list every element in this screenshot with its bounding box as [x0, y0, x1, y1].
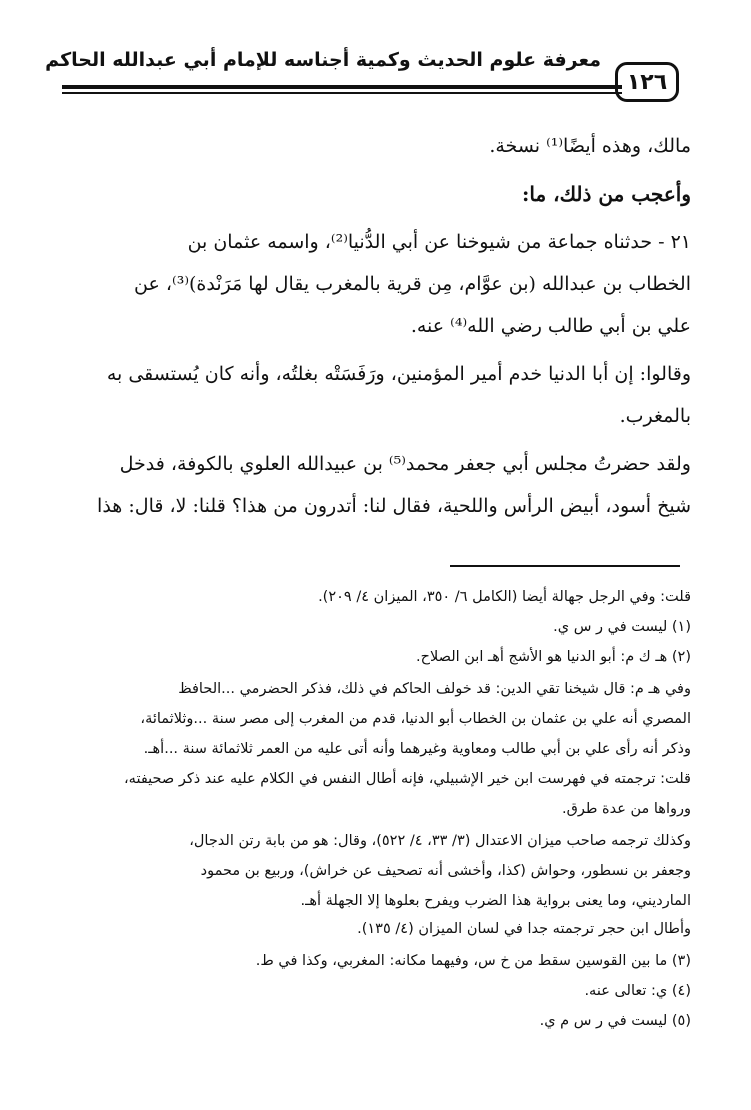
section-heading: وأعجب من ذلك، ما:	[521, 182, 691, 206]
body-line: ٢١ - حدثناه جماعة من شيوخنا عن أبي الدُّنيا⁽²⁾، واسمه عثمان بن	[187, 231, 691, 253]
footnote-line: وفي هـ م: قال شيخنا تقي الدين: قد خولف الحاكم في ذلك، فذكر الحضرمي ...الحافظ	[178, 681, 691, 697]
footnote-line: وأطال ابن حجر ترجمته جدا في لسان الميزان (٤/ ١٣٥).	[357, 921, 691, 937]
footnote-2: (٢) هـ ك م: أبو الدنيا هو الأشج أهـ ابن الصلاح.	[416, 649, 691, 665]
footnote-line: وجعفر بن نسطور، وحواش (كذا، وأخشى أنه تصحيف عن خراش)، وربيع بن محمود	[200, 863, 691, 879]
footnote-line: وذكر أنه رأى علي بن أبي طالب ومعاوية وغيرهما وأنه أتى عليه من العمر ثلاثمائة سنة ...أهـ.	[143, 741, 691, 757]
body-line: ولقد حضرتُ مجلس أبي جعفر محمد⁽⁵⁾ بن عبيدالله العلوي بالكوفة، فدخل	[119, 453, 691, 475]
page-number: ١٢٦	[615, 62, 679, 102]
body-line: علي بن أبي طالب رضي الله⁽⁴⁾ عنه.	[410, 315, 691, 337]
body-line: وقالوا: إن أبا الدنيا خدم أمير المؤمنين، ورَفَسَتْه بغلتُه، وأنه كان يُستسقى به	[106, 363, 691, 385]
footnote-1: (١) ليست في ر س ي.	[553, 619, 691, 635]
footnote-line: وكذلك ترجمه صاحب ميزان الاعتدال (٣/ ٣٣، ٤/ ٥٢٢)، وقال: هو من بابة رتن الدجال،	[189, 833, 691, 849]
footnote-line: قلت: ترجمته في فهرست ابن خير الإشبيلي، فإنه أطال النفس في الكلام عليه عند ذكر صحيفته،	[124, 771, 691, 787]
footnote-line: المارديني، وما يعنى برواية هذا الضرب ويفرح بعلوها إلا الجهلة أهـ.	[300, 893, 691, 909]
body-line: مالك، وهذه أيضًا⁽¹⁾ نسخة.	[489, 135, 691, 157]
body-line: الخطاب بن عبدالله (بن عوَّام، مِن قرية بالمغرب يقال لها مَرَنْدة)⁽³⁾، عن	[134, 273, 691, 295]
header-rule-thin	[62, 92, 622, 94]
body-line: بالمغرب.	[619, 405, 691, 427]
footnote-4: (٤) ي: تعالى عنه.	[584, 983, 691, 999]
footnote-5: (٥) ليست في ر س م ي.	[539, 1013, 691, 1029]
footnote-line: قلت: وفي الرجل جهالة أيضا (الكامل ٦/ ٣٥٠، الميزان ٤/ ٢٠٩).	[318, 589, 691, 605]
body-line: شيخ أسود، أبيض الرأس واللحية، فقال لنا: أتدرون من هذا؟ قلنا: لا، قال: هذا	[97, 495, 691, 517]
running-header-title: معرفة علوم الحديث وكمية أجناسه للإمام أبي عبدالله الحاكم	[45, 49, 601, 71]
footnote-separator	[450, 565, 680, 567]
footnote-line: المصري أنه علي بن عثمان بن الخطاب أبو الدنيا، قدم من المغرب إلى مصر سنة ...وثلاثمائة،	[140, 711, 691, 727]
footnote-line: ورواها من عدة طرق.	[562, 801, 691, 817]
header-rule	[62, 85, 622, 89]
footnote-3: (٣) ما بين القوسين سقط من خ س، وفيهما مكانه: المغربي، وكذا في ط.	[255, 953, 691, 969]
